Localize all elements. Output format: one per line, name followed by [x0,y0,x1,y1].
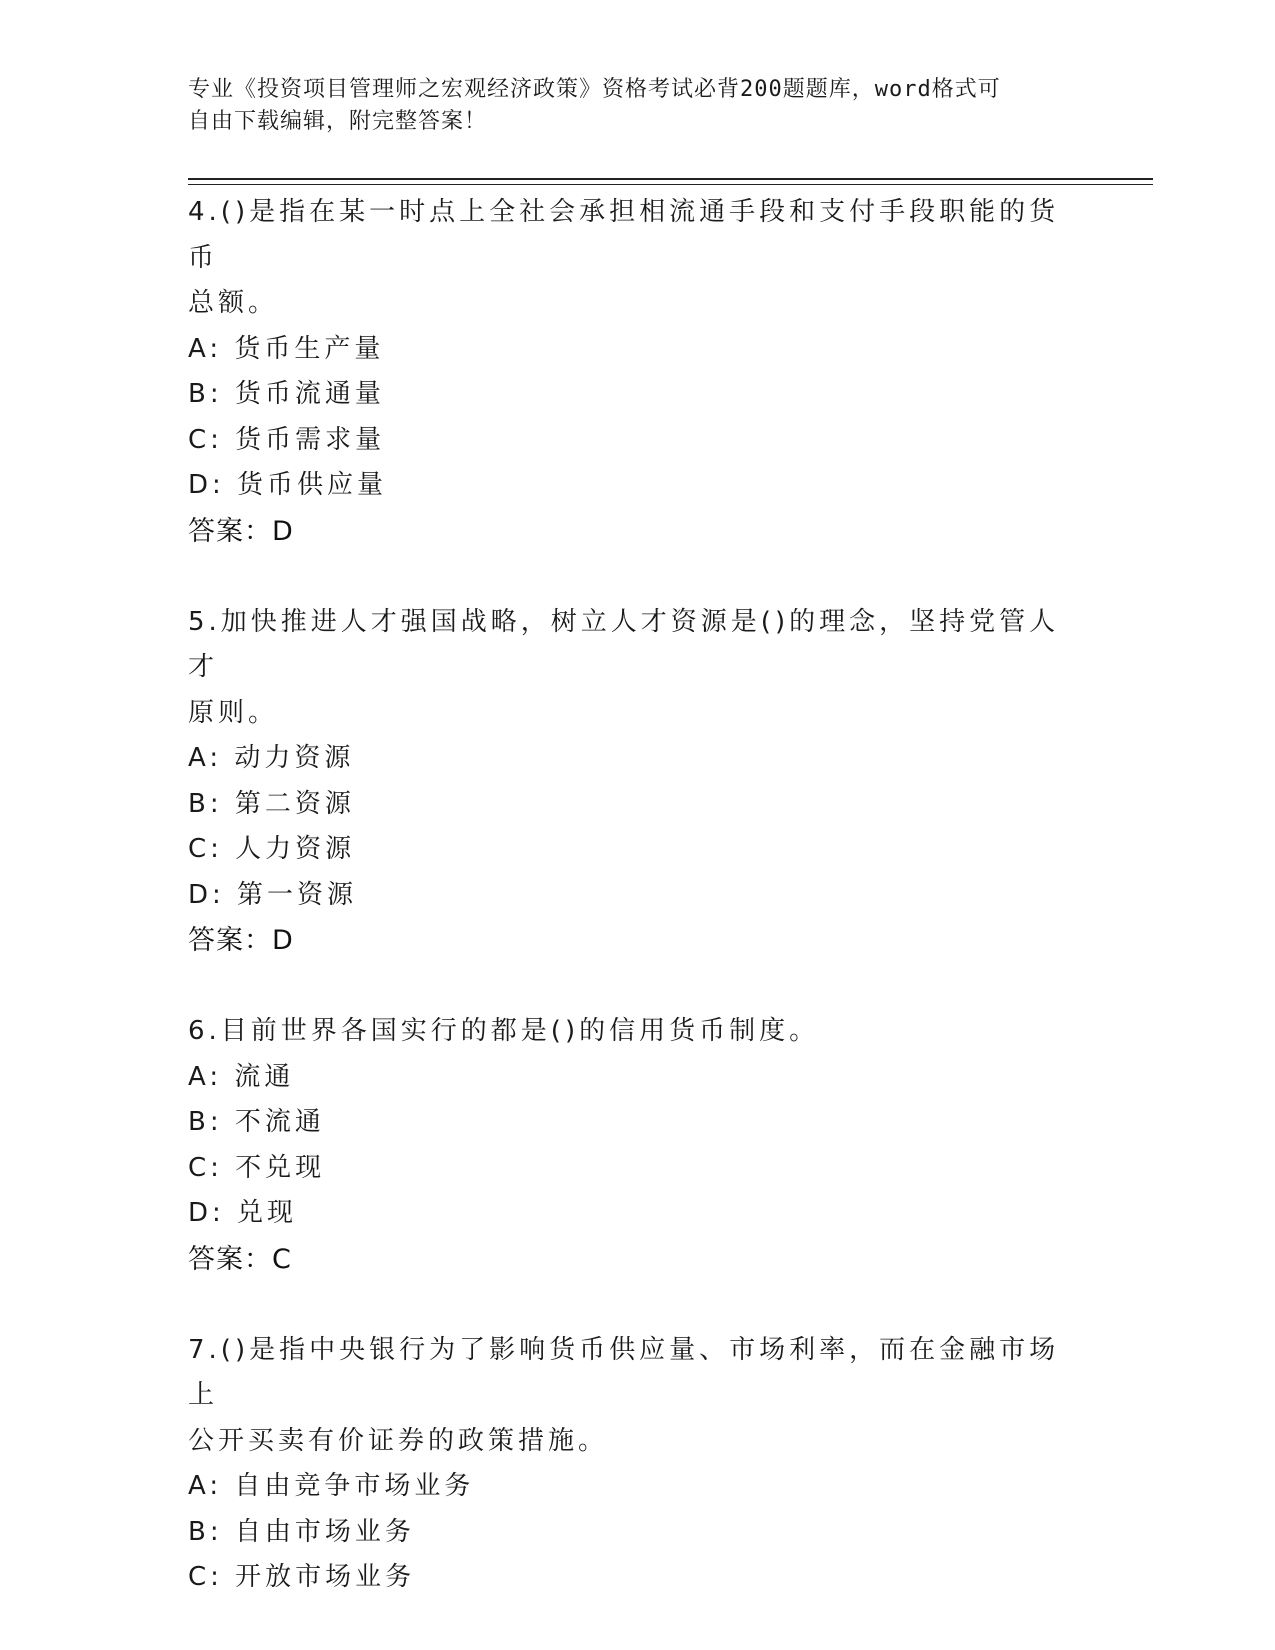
header-line-1: 专业《投资项目管理师之宏观经济政策》资格考试必背200题题库，word格式可 [188,77,1001,102]
question-stem-line: 原则。 [188,697,279,728]
question-stem-line: 4.()是指在某一时点上全社会承担相流通手段和支付手段职能的货币 [188,197,1060,273]
question-stem-line: 总额。 [188,288,279,318]
option-b: B: 第二资源 [188,788,355,819]
header-divider-thick [188,178,1153,180]
option-d: D: 货币供应量 [188,470,388,500]
document-header [188,74,1068,138]
question-stem-line: 6.目前世界各国实行的都是()的信用货币制度。 [188,1016,820,1046]
option-c: C: 人力资源 [188,834,356,864]
option-a: A: 货币生产量 [188,333,385,364]
question-stem-line: 7.()是指中央银行为了影响货币供应量、市场利率，而在金融市场上 [188,1334,1060,1410]
header-line-2: 自由下载编辑，附完整答案！ [188,109,488,134]
option-c: C: 开放市场业务 [188,1562,416,1592]
option-d: D: 兑现 [188,1198,298,1228]
option-c: C: 货币需求量 [188,424,386,455]
header-divider-thin [188,184,1153,185]
answer-line: 答案：D [188,925,294,956]
option-c: C: 不兑现 [188,1152,326,1183]
option-a: A: 流通 [188,1061,295,1092]
question-5 [188,600,1068,964]
answer-line: 答案：D [188,515,294,547]
question-6 [188,1009,1068,1282]
question-stem-line: 公开买卖有价证券的政策措施。 [188,1425,609,1456]
option-a: A: 动力资源 [188,743,355,773]
question-spacer [188,554,1068,600]
question-list [188,190,1068,1601]
option-b: B: 货币流通量 [188,379,385,409]
option-d: D: 第一资源 [188,879,358,910]
question-7 [188,1328,1068,1601]
answer-line: 答案：C [188,1243,292,1275]
option-b: B: 不流通 [188,1107,325,1137]
option-b: B: 自由市场业务 [188,1516,415,1547]
question-4 [188,190,1068,554]
option-a: A: 自由竞争市场业务 [188,1471,475,1501]
question-stem-line: 5.加快推进人才强国战略，树立人才资源是()的理念，坚持党管人才 [188,606,1060,682]
question-spacer [188,1282,1068,1328]
question-spacer [188,964,1068,1010]
